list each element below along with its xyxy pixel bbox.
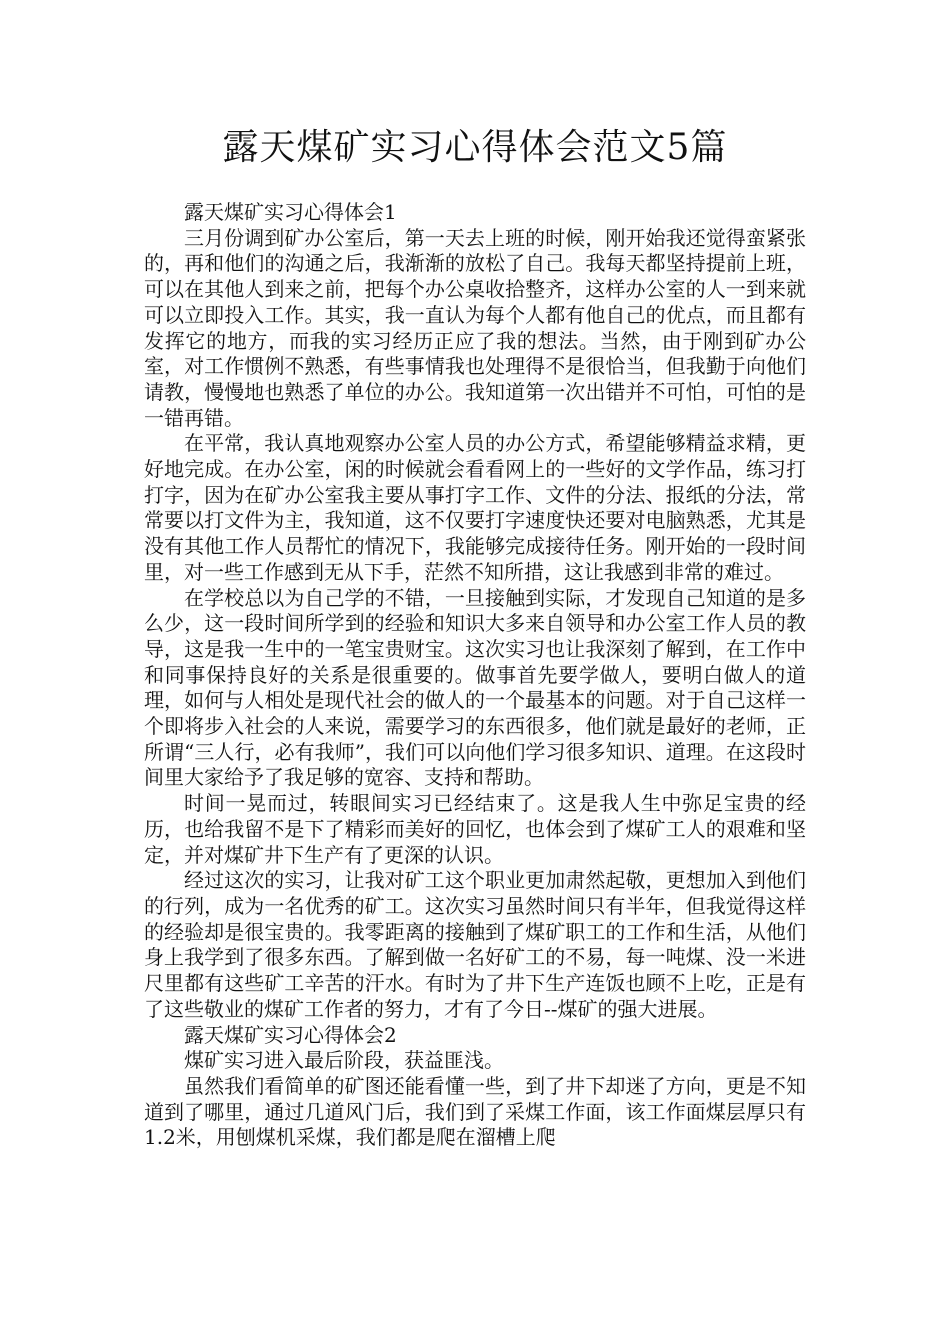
paragraph: 在学校总以为自己学的不错，一旦接触到实际，才发现自己知道的是多么少，这一段时间所学到的经验和知识大多来自领导和办公室工作人员的教导，这是我一生中的一笔宝贵财宝。这次实习也让我深刻了解到，在工作中和同事保持良好的关系是很重要的。做事首先要学做人，要明白做人的道理，如何与人相处是现代社会的做人的一个最基本的问题。对于自己这样一个即将步入社会的人来说，需要学习的东西很多，他们就是最好的老师，正所谓“三人行，必有我师”，我们可以向他们学习很多知识、道理。在这段时间里大家给予了我足够的宽容、支持和帮助。 (144, 585, 806, 790)
document-title: 露天煤矿实习心得体会范文5篇 (222, 127, 728, 168)
section-heading-2: 露天煤矿实习心得体会2 (184, 1022, 397, 1047)
document-body (144, 200, 806, 1151)
paragraph: 在平常，我认真地观察办公室人员的办公方式，希望能够精益求精，更好地完成。在办公室，闲的时候就会看看网上的一些好的文学作品，练习打打字，因为在矿办公室我主要从事打字工作、文件的分法、报纸的分法，常常要以打文件为主，我知道，这不仅要打字速度快还要对电脑熟悉，尤其是没有其他工作人员帮忙的情况下，我能够完成接待任务。刚开始的一段时间里，对一些工作感到无从下手，茫然不知所措，这让我感到非常的难过。 (144, 431, 806, 584)
paragraph: 煤矿实习进入最后阶段，获益匪浅。 (184, 1048, 504, 1073)
paragraph: 时间一晃而过，转眼间实习已经结束了。这是我人生中弥足宝贵的经历，也给我留不是下了精彩而美好的回忆，也体会到了煤矿工人的艰难和坚定，并对煤矿井下生产有了更深的认识。 (144, 791, 806, 867)
paragraph: 经过这次的实习，让我对矿工这个职业更加肃然起敬，更想加入到他们的行列，成为一名优秀的矿工。这次实习虽然时间只有半年，但我觉得这样的经验却是很宝贵的。我零距离的接触到了煤矿职工的工作和生活，从他们身上我学到了很多东西。了解到做一名好矿工的不易，每一吨煤、没一米进尺里都有这些矿工辛苦的汗水。有时为了井下生产连饭也顾不上吃，正是有了这些敬业的煤矿工作者的努力，才有了今日--煤矿的强大进展。 (144, 868, 806, 1021)
paragraph: 三月份调到矿办公室后，第一天去上班的时候，刚开始我还觉得蛮紧张的，再和他们的沟通之后，我渐渐的放松了自己。我每天都坚持提前上班，可以在其他人到来之前，把每个办公桌收拾整齐，这样办公室的人一到来就可以立即投入工作。其实，我一直认为每个人都有他自己的优点，而且都有发挥它的地方，而我的实习经历正应了我的想法。当然，由于刚到矿办公室，对工作惯例不熟悉，有些事情我也处理得不是很恰当，但我勤于向他们请教，慢慢地也熟悉了单位的办公。我知道第一次出错并不可怕，可怕的是一错再错。 (144, 225, 806, 430)
section-heading-1: 露天煤矿实习心得体会1 (184, 200, 397, 224)
paragraph: 虽然我们看简单的矿图还能看懂一些，到了井下却迷了方向，更是不知道到了哪里，通过几道风门后，我们到了采煤工作面，该工作面煤层厚只有1.2米，用刨煤机采煤，我们都是爬在溜槽上爬 (144, 1073, 806, 1150)
